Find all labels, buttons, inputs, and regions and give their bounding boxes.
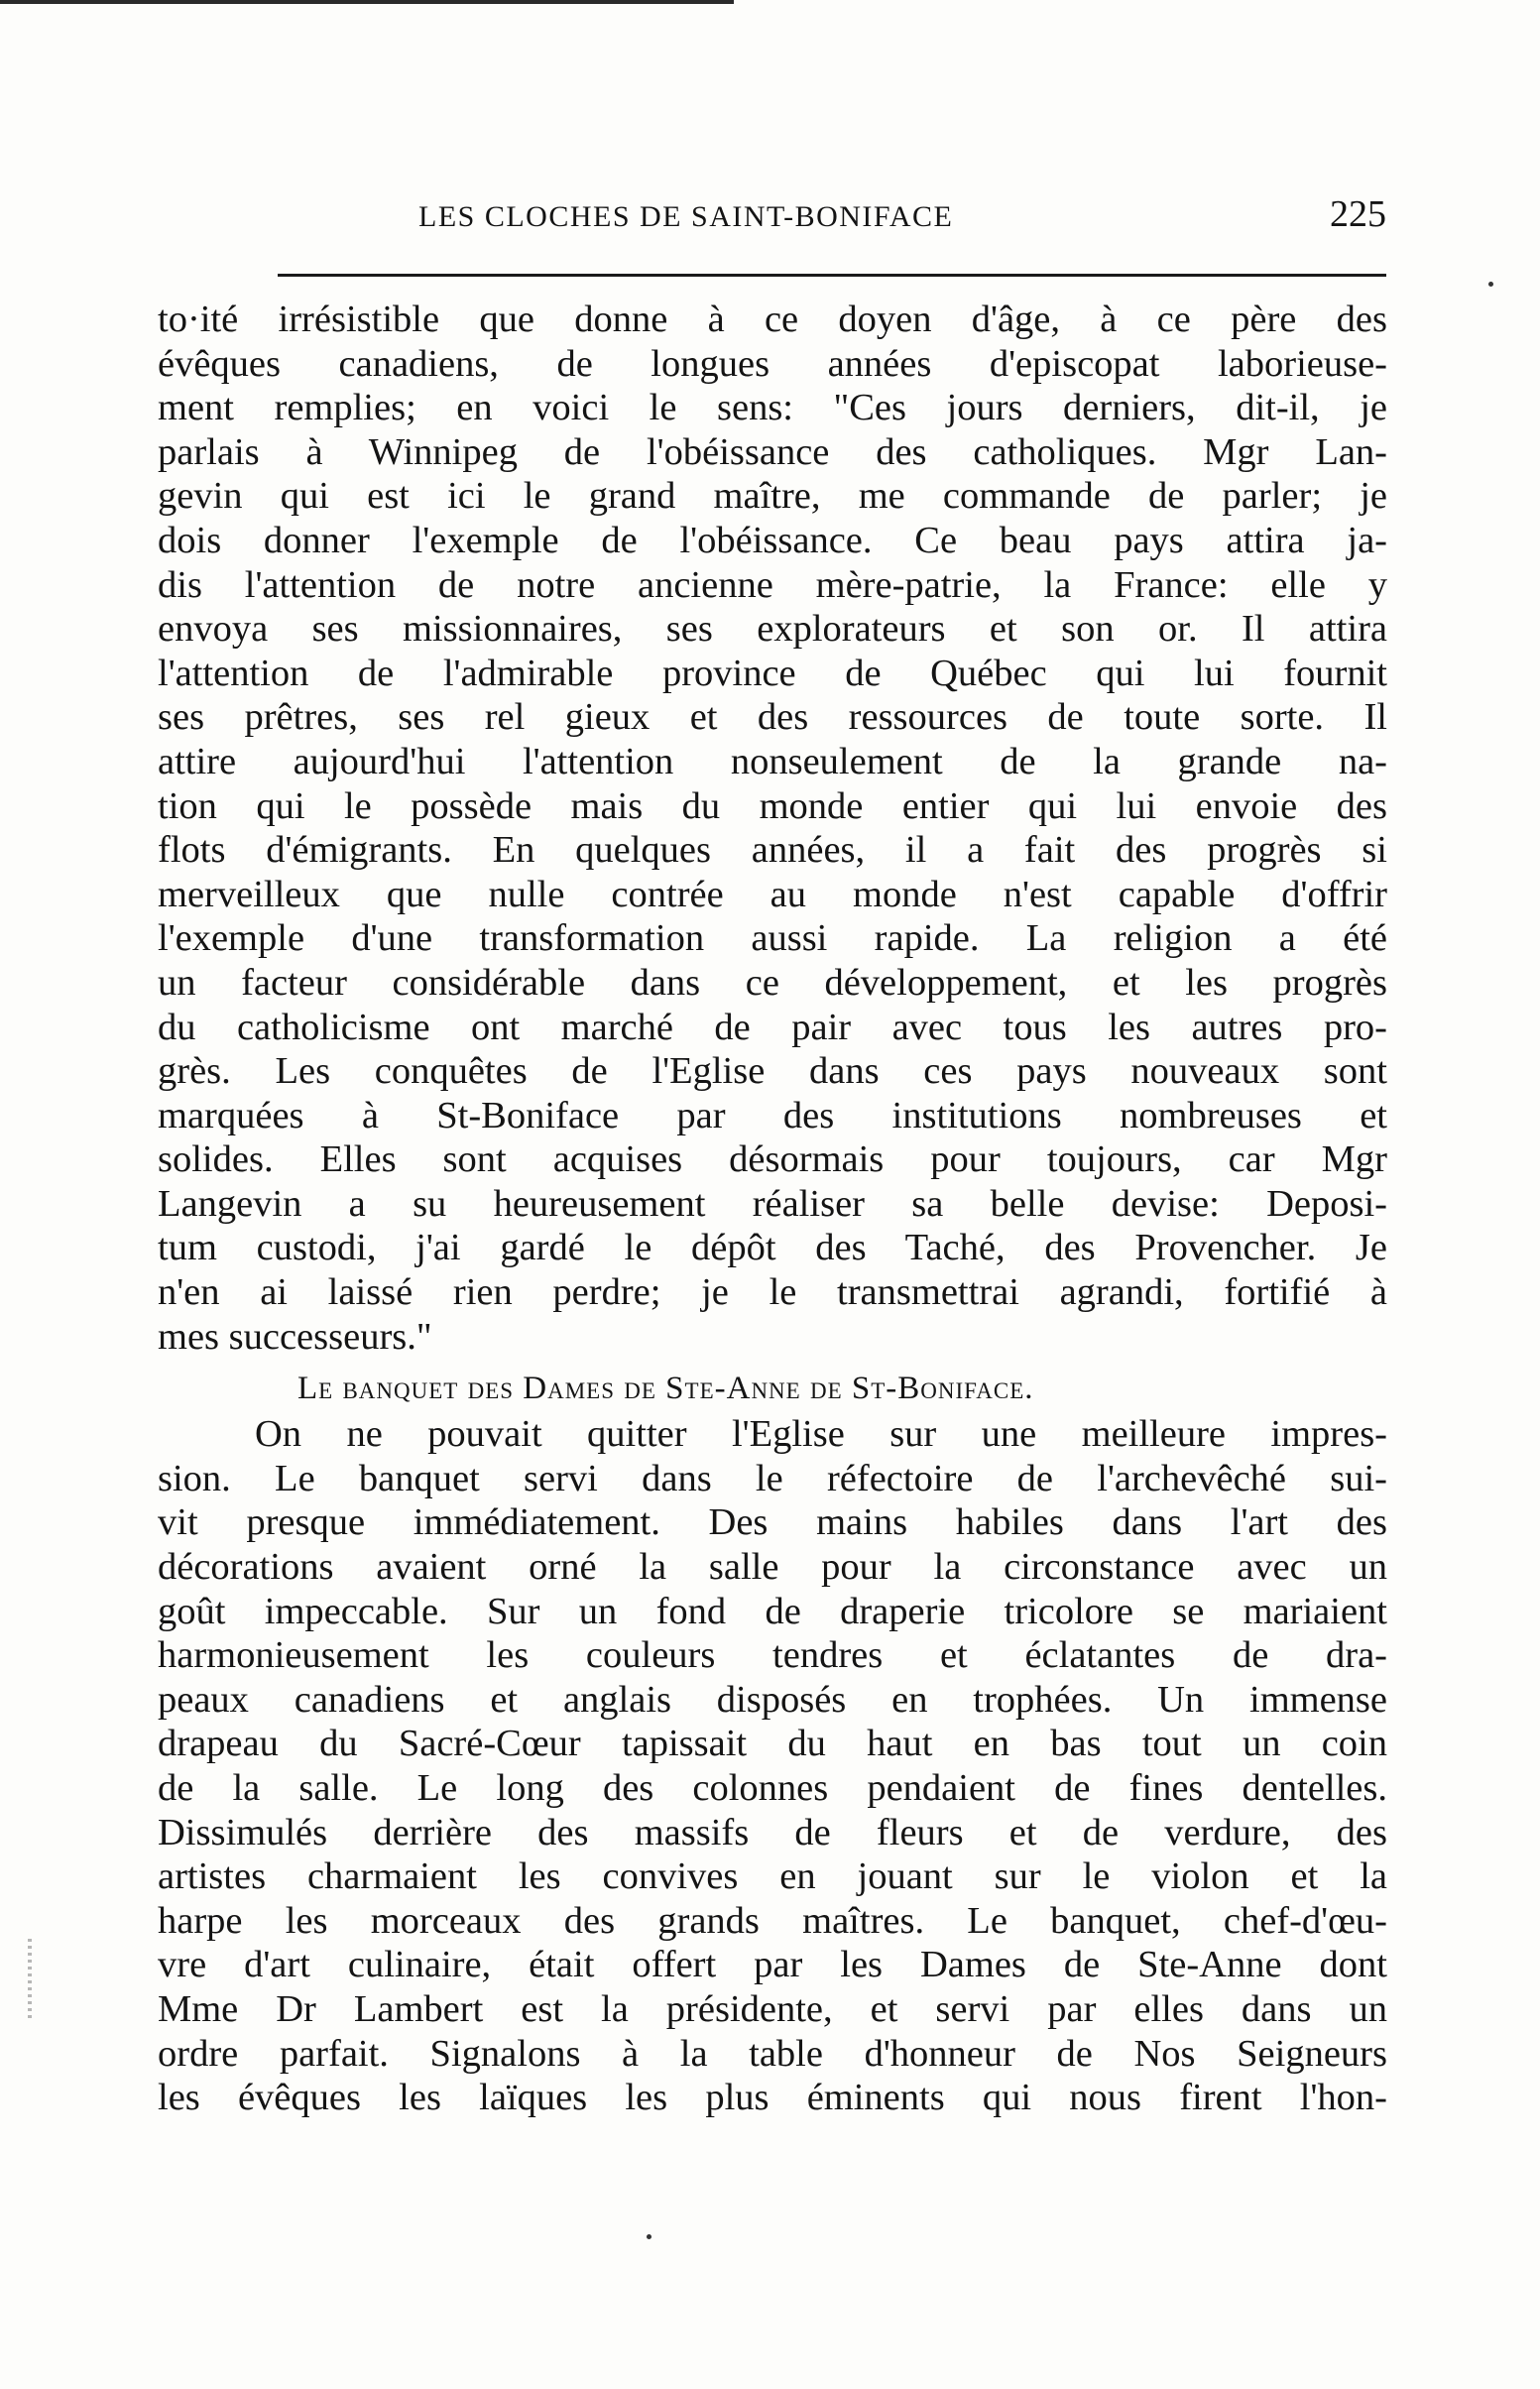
text-line: to·ité irrésistible que donne à ce doyen d'âge, à ce père des <box>158 299 1387 340</box>
text-line: du catholicisme ont marché de pair avec tous les autres pro- <box>158 1006 1387 1048</box>
text-line: parlais à Winnipeg de l'obéissance des catholiques. Mgr Lan- <box>158 430 1387 473</box>
text-line: grès. Les conquêtes de l'Eglise dans ces pays nouveaux sont <box>158 1050 1387 1093</box>
text-line: dis l'attention de notre ancienne mère-patrie, la France: elle y <box>158 563 1387 606</box>
margin-speck <box>647 2234 652 2239</box>
text-line: tum custodi, j'ai gardé le dépôt des Taché, des Provencher. Je <box>158 1227 1387 1269</box>
text-line: ordre parfait. Signalons à la table d'honneur de Nos Seigneurs <box>158 2032 1387 2075</box>
text-line: évêques canadiens, de longues années d'episcopat laborieuse- <box>158 342 1387 385</box>
text-line: dois donner l'exemple de l'obéissance. Ce beau pays attira ja- <box>158 519 1387 561</box>
text-line: artistes charmaient les convives en jouant sur le violon et la <box>158 1855 1387 1898</box>
text-line: l'exemple d'une transformation aussi rapide. La religion a été <box>158 917 1387 960</box>
text-line: On ne pouvait quitter l'Eglise sur une meilleure impres- <box>255 1413 1387 1456</box>
text-line: vre d'art culinaire, était offert par les Dames de Ste-Anne dont <box>158 1944 1387 1986</box>
text-line: peaux canadiens et anglais disposés en trophées. Un immense <box>158 1678 1387 1721</box>
text-line: les évêques les laïques les plus éminents qui nous firent l'hon- <box>158 2077 1387 2119</box>
margin-scan-noise <box>28 1939 32 2018</box>
paragraph-1 <box>158 298 1387 1359</box>
text-line: gevin qui est ici le grand maître, me commande de parler; je <box>158 475 1387 518</box>
text-line: sion. Le banquet servi dans le réfectoire de l'archevêché sui- <box>158 1457 1387 1499</box>
text-line: envoya ses missionnaires, ses explorateurs et son or. Il attira <box>158 608 1387 651</box>
text-line: merveilleux que nulle contrée au monde n'est capable d'offrir <box>158 873 1387 915</box>
text-line: solides. Elles sont acquises désormais pour toujours, car Mgr <box>158 1138 1387 1181</box>
text-line: flots d'émigrants. En quelques années, il a fait des progrès si <box>158 829 1387 872</box>
page-header <box>278 190 1386 240</box>
text-line: tion qui le possède mais du monde entier qui lui envoie des <box>158 784 1387 827</box>
text-line: décorations avaient orné la salle pour la circonstance avec un <box>158 1546 1387 1589</box>
text-line: harpe les morceaux des grands maîtres. Le banquet, chef-d'œu- <box>158 1899 1387 1942</box>
text-line: Dissimulés derrière des massifs de fleurs et de verdure, des <box>158 1811 1387 1853</box>
section-heading: Le banquet des Dames de Ste-Anne de St-Boniface. <box>297 1371 1034 1407</box>
text-line: goût impeccable. Sur un fond de draperie tricolore se mariaient <box>158 1590 1387 1632</box>
text-line: ses prêtres, ses rel gieux et des ressources de toute sorte. Il <box>158 696 1387 739</box>
text-line: Langevin a su heureusement réaliser sa belle devise: Deposi- <box>158 1182 1387 1225</box>
text-line: vit presque immédiatement. Des mains habiles dans l'art des <box>158 1501 1387 1544</box>
text-line: mes successeurs." <box>158 1315 432 1358</box>
text-line: de la salle. Le long des colonnes pendaient de fines dentelles. <box>158 1767 1387 1809</box>
paragraph-2 <box>158 1412 1387 2120</box>
running-title: LES CLOCHES DE SAINT-BONIFACE <box>418 200 954 233</box>
text-line: l'attention de l'admirable province de Québec qui lui fournit <box>158 652 1387 694</box>
text-line: marquées à St-Boniface par des institutions nombreuses et <box>158 1094 1387 1136</box>
scan-edge-mark <box>0 0 734 4</box>
text-line: harmonieusement les couleurs tendres et éclatantes de dra- <box>158 1634 1387 1677</box>
text-line: drapeau du Sacré-Cœur tapissait du haut en bas tout un coin <box>158 1723 1387 1765</box>
margin-speck <box>1488 282 1493 287</box>
text-line: ment remplies; en voici le sens: "Ces jours derniers, dit-il, je <box>158 387 1387 429</box>
text-line: n'en ai laissé rien perdre; je le transmettrai agrandi, fortifié à <box>158 1271 1387 1314</box>
body-text <box>158 298 1387 2120</box>
text-line: attire aujourd'hui l'attention nonseulement de la grande na- <box>158 740 1387 782</box>
text-line: Mme Dr Lambert est la présidente, et servi par elles dans un <box>158 1987 1387 2030</box>
page-number: 225 <box>1330 193 1386 235</box>
text-line: un facteur considérable dans ce développement, et les progrès <box>158 961 1387 1004</box>
header-rule <box>278 274 1386 277</box>
